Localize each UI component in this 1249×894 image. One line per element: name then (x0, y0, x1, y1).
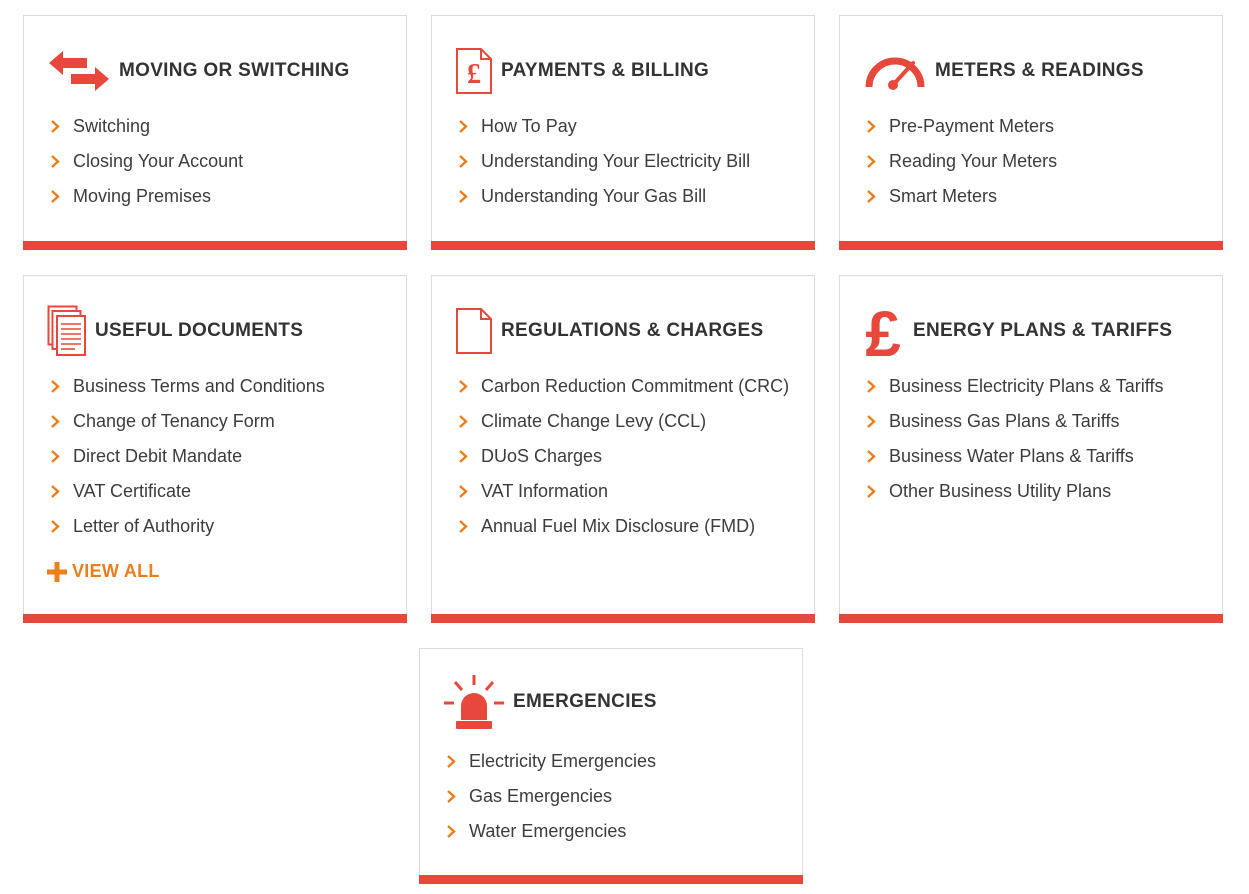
card-regulations-and-charges (431, 275, 815, 623)
card-title: EMERGENCIES (513, 691, 657, 712)
chevron-right-icon (49, 449, 61, 464)
card-emergencies (419, 648, 803, 884)
pound-sign-icon (863, 302, 905, 360)
link-water-emergencies[interactable]: Water Emergencies (443, 819, 786, 844)
link-list (863, 114, 1206, 219)
svg-text:£: £ (467, 59, 481, 90)
link-pre-payment-meters[interactable]: Pre-Payment Meters (863, 114, 1206, 139)
card-title: PAYMENTS & BILLING (501, 60, 710, 81)
chevron-right-icon (49, 154, 61, 169)
link-vat-information[interactable]: VAT Information (455, 479, 798, 504)
view-all-label: VIEW ALL (72, 561, 160, 581)
chevron-right-icon (865, 449, 877, 464)
chevron-right-icon (457, 379, 469, 394)
link-list (455, 114, 798, 219)
link-other-business-utility-plans[interactable]: Other Business Utility Plans (863, 479, 1206, 504)
link-switching[interactable]: Switching (47, 114, 390, 139)
link-moving-premises[interactable]: Moving Premises (47, 184, 390, 209)
switch-arrows-icon (47, 49, 111, 93)
link-business-gas-plans[interactable]: Business Gas Plans & Tariffs (863, 409, 1206, 434)
chevron-right-icon (49, 189, 61, 204)
chevron-right-icon (49, 379, 61, 394)
chevron-right-icon (865, 414, 877, 429)
chevron-right-icon (445, 789, 457, 804)
link-gas-emergencies[interactable]: Gas Emergencies (443, 784, 786, 809)
card-payments-and-billing (431, 15, 815, 250)
card-header (443, 677, 657, 727)
link-annual-fuel-mix-disclosure[interactable]: Annual Fuel Mix Disclosure (FMD) (455, 514, 798, 539)
chevron-right-icon (865, 379, 877, 394)
chevron-right-icon (865, 189, 877, 204)
card-header (455, 306, 763, 356)
blank-document-icon (455, 307, 493, 355)
chevron-right-icon (49, 119, 61, 134)
chevron-right-icon (445, 754, 457, 769)
link-vat-certificate[interactable]: VAT Certificate (47, 479, 390, 504)
link-business-terms-and-conditions[interactable]: Business Terms and Conditions (47, 374, 390, 399)
link-smart-meters[interactable]: Smart Meters (863, 184, 1206, 209)
chevron-right-icon (457, 189, 469, 204)
chevron-right-icon (865, 119, 877, 134)
plus-icon (47, 562, 67, 582)
view-all-link[interactable] (47, 561, 160, 582)
link-understanding-gas-bill[interactable]: Understanding Your Gas Bill (455, 184, 798, 209)
link-list (47, 114, 390, 219)
link-carbon-reduction-commitment[interactable]: Carbon Reduction Commitment (CRC) (455, 374, 798, 399)
chevron-right-icon (865, 154, 877, 169)
chevron-right-icon (457, 519, 469, 534)
card-header (47, 306, 303, 356)
card-header (47, 46, 350, 96)
link-direct-debit-mandate[interactable]: Direct Debit Mandate (47, 444, 390, 469)
card-meters-and-readings (839, 15, 1223, 250)
link-list (455, 374, 798, 549)
chevron-right-icon (49, 414, 61, 429)
card-title: REGULATIONS & CHARGES (501, 320, 764, 341)
chevron-right-icon (445, 824, 457, 839)
link-closing-your-account[interactable]: Closing Your Account (47, 149, 390, 174)
chevron-right-icon (457, 154, 469, 169)
link-change-of-tenancy-form[interactable]: Change of Tenancy Form (47, 409, 390, 434)
bill-document-icon (455, 47, 493, 95)
card-moving-or-switching (23, 15, 407, 250)
card-useful-documents (23, 275, 407, 623)
chevron-right-icon (457, 119, 469, 134)
card-header (863, 46, 1144, 96)
chevron-right-icon (49, 484, 61, 499)
card-header (863, 302, 1173, 360)
gauge-icon (863, 51, 927, 91)
link-how-to-pay[interactable]: How To Pay (455, 114, 798, 139)
link-climate-change-levy[interactable]: Climate Change Levy (CCL) (455, 409, 798, 434)
svg-text:£: £ (865, 302, 901, 360)
card-title: ENERGY PLANS & TARIFFS (913, 320, 1173, 341)
chevron-right-icon (457, 449, 469, 464)
link-list (443, 749, 786, 854)
link-business-electricity-plans[interactable]: Business Electricity Plans & Tariffs (863, 374, 1206, 399)
link-understanding-electricity-bill[interactable]: Understanding Your Electricity Bill (455, 149, 798, 174)
card-title: USEFUL DOCUMENTS (95, 320, 304, 341)
link-business-water-plans[interactable]: Business Water Plans & Tariffs (863, 444, 1206, 469)
card-header (455, 46, 709, 96)
link-electricity-emergencies[interactable]: Electricity Emergencies (443, 749, 786, 774)
card-title: MOVING OR SWITCHING (119, 60, 350, 81)
link-reading-your-meters[interactable]: Reading Your Meters (863, 149, 1206, 174)
link-list (863, 374, 1206, 514)
siren-icon (443, 674, 505, 730)
chevron-right-icon (865, 484, 877, 499)
link-letter-of-authority[interactable]: Letter of Authority (47, 514, 390, 539)
chevron-right-icon (457, 414, 469, 429)
card-title: METERS & READINGS (935, 60, 1144, 81)
chevron-right-icon (457, 484, 469, 499)
documents-icon (47, 305, 87, 357)
link-duos-charges[interactable]: DUoS Charges (455, 444, 798, 469)
link-list (47, 374, 390, 549)
chevron-right-icon (49, 519, 61, 534)
card-energy-plans-and-tariffs (839, 275, 1223, 623)
